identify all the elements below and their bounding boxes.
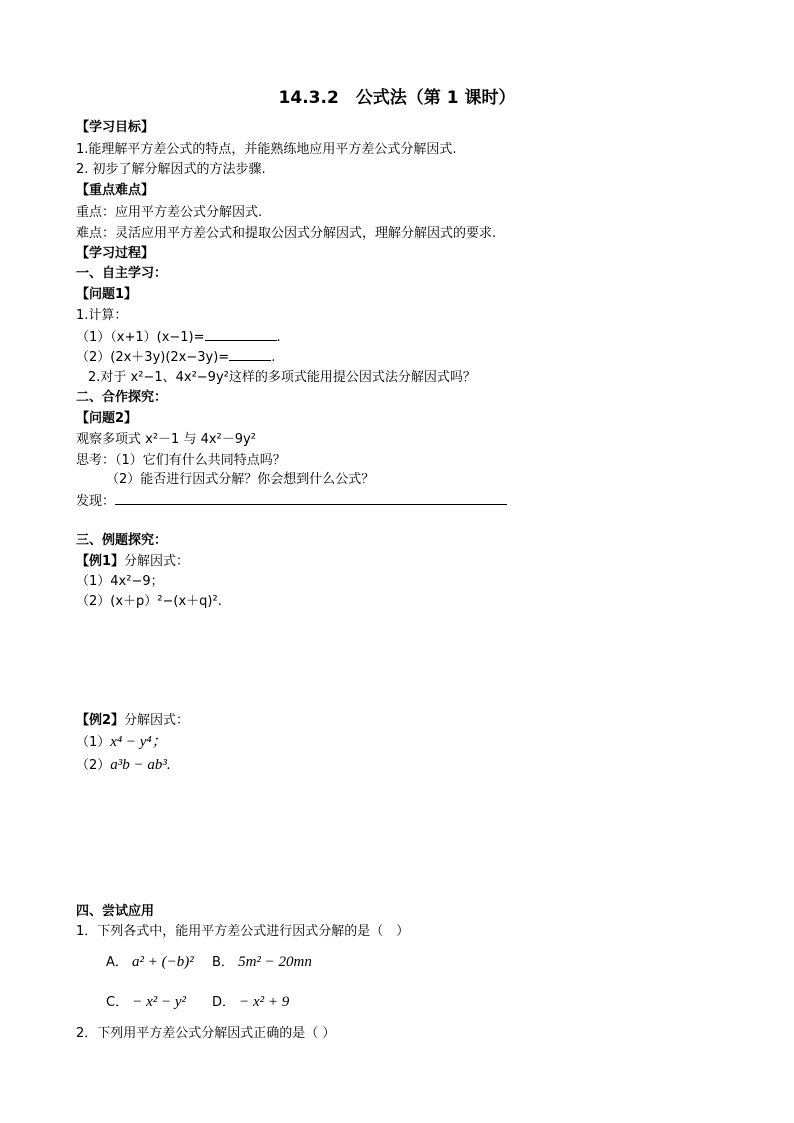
- section2-heading: 二、合作探究：: [76, 390, 168, 405]
- example1-instruction: 分解因式：: [124, 554, 190, 569]
- difficult-point-text: 难点：灵活应用平方差公式和提取公因式分解因式，理解分解因式的要求.: [76, 226, 497, 241]
- calc-question-1-end: .: [276, 330, 281, 345]
- objective-item-1: 1.能理解平方差公式的特点，并能熟练地应用平方差公式分解因式.: [76, 142, 457, 157]
- problem1-heading: 【问题1】: [76, 287, 138, 302]
- example2-item-2-num: （2）: [76, 758, 111, 773]
- objectives-heading: 【学习目标】: [76, 120, 155, 135]
- example2-item-1: [76, 732, 167, 753]
- option-c-expr: − x² − y²: [132, 994, 187, 1010]
- key-point-text: 重点：应用平方差公式分解因式.: [76, 205, 263, 220]
- section3-heading: 三、例题探究：: [76, 533, 168, 548]
- example2-item-2-expr: a³b − ab³.: [110, 757, 171, 773]
- example1-item-1: （1）4x²−9；: [76, 574, 164, 589]
- question-factor-method: 2.对于 x²−1、4x²−9y²这样的多项式能用提公因式法分解因式吗？: [88, 370, 476, 385]
- option-b-expr: 5m² − 20mn: [238, 954, 312, 970]
- problem2-heading: 【问题2】: [76, 411, 138, 426]
- practice-question-1: 1．下列各式中，能用平方差公式进行因式分解的是（ ）: [76, 924, 410, 939]
- calc-question-1-text: （1）（x+1）(x−1)=: [76, 330, 205, 345]
- example2-item-2: [76, 755, 171, 776]
- think-question-2: （2）能否进行因式分解？你会想到什么公式？: [106, 472, 375, 487]
- example2-item-1-expr: x⁴ − y⁴；: [110, 734, 167, 750]
- answer-blank-1[interactable]: [205, 327, 277, 341]
- option-b-label: B．: [212, 955, 234, 970]
- section1-heading: 一、自主学习：: [76, 266, 168, 281]
- example1-item-2: （2）(x＋p）²−(x＋q)².: [76, 594, 222, 609]
- discover-label: 发现：: [76, 494, 116, 509]
- option-a-label: A．: [106, 955, 128, 970]
- option-a-expr: a² + (−b)²: [132, 954, 194, 970]
- objective-item-2: 2. 初步了解分解因式的方法步骤.: [76, 162, 266, 177]
- example1-title: [76, 552, 189, 572]
- example2-instruction: 分解因式：: [124, 713, 190, 728]
- option-d-label: D．: [212, 995, 236, 1010]
- discover-line: [76, 491, 507, 512]
- process-heading: 【学习过程】: [76, 246, 155, 261]
- example2-title: [76, 711, 189, 731]
- key-points-heading: 【重点难点】: [76, 183, 155, 198]
- calc-question-2-text: （2）(2x＋3y)(2x−3y)=: [76, 350, 230, 365]
- calc-question-2: [76, 347, 275, 368]
- section4-heading: 四、尝试应用: [76, 904, 155, 919]
- example2-label: 【例2】: [76, 713, 125, 728]
- think-question-1: 思考：（1）它们有什么共同特点吗？: [76, 453, 286, 468]
- observe-text: 观察多项式 x²－1 与 4x²－9y²: [76, 432, 256, 447]
- option-c-label: C．: [106, 995, 129, 1010]
- discover-blank[interactable]: [115, 491, 507, 505]
- practice-question-2: 2．下列用平方差公式分解因式正确的是（ ）: [76, 1026, 336, 1041]
- option-d-expr: − x² + 9: [239, 994, 290, 1010]
- calc-question-1: [76, 327, 281, 348]
- calc-label: 1.计算：: [76, 308, 128, 323]
- option-b[interactable]: [212, 951, 312, 974]
- example2-item-1-num: （1）: [76, 735, 111, 750]
- option-c[interactable]: [106, 991, 186, 1014]
- page-title: 14.3.2 公式法（第 1 课时）: [278, 88, 516, 108]
- option-d[interactable]: [212, 991, 289, 1014]
- example1-label: 【例1】: [76, 554, 125, 569]
- answer-blank-2[interactable]: [229, 347, 271, 361]
- option-a[interactable]: [106, 951, 194, 974]
- calc-question-2-end: .: [271, 350, 276, 365]
